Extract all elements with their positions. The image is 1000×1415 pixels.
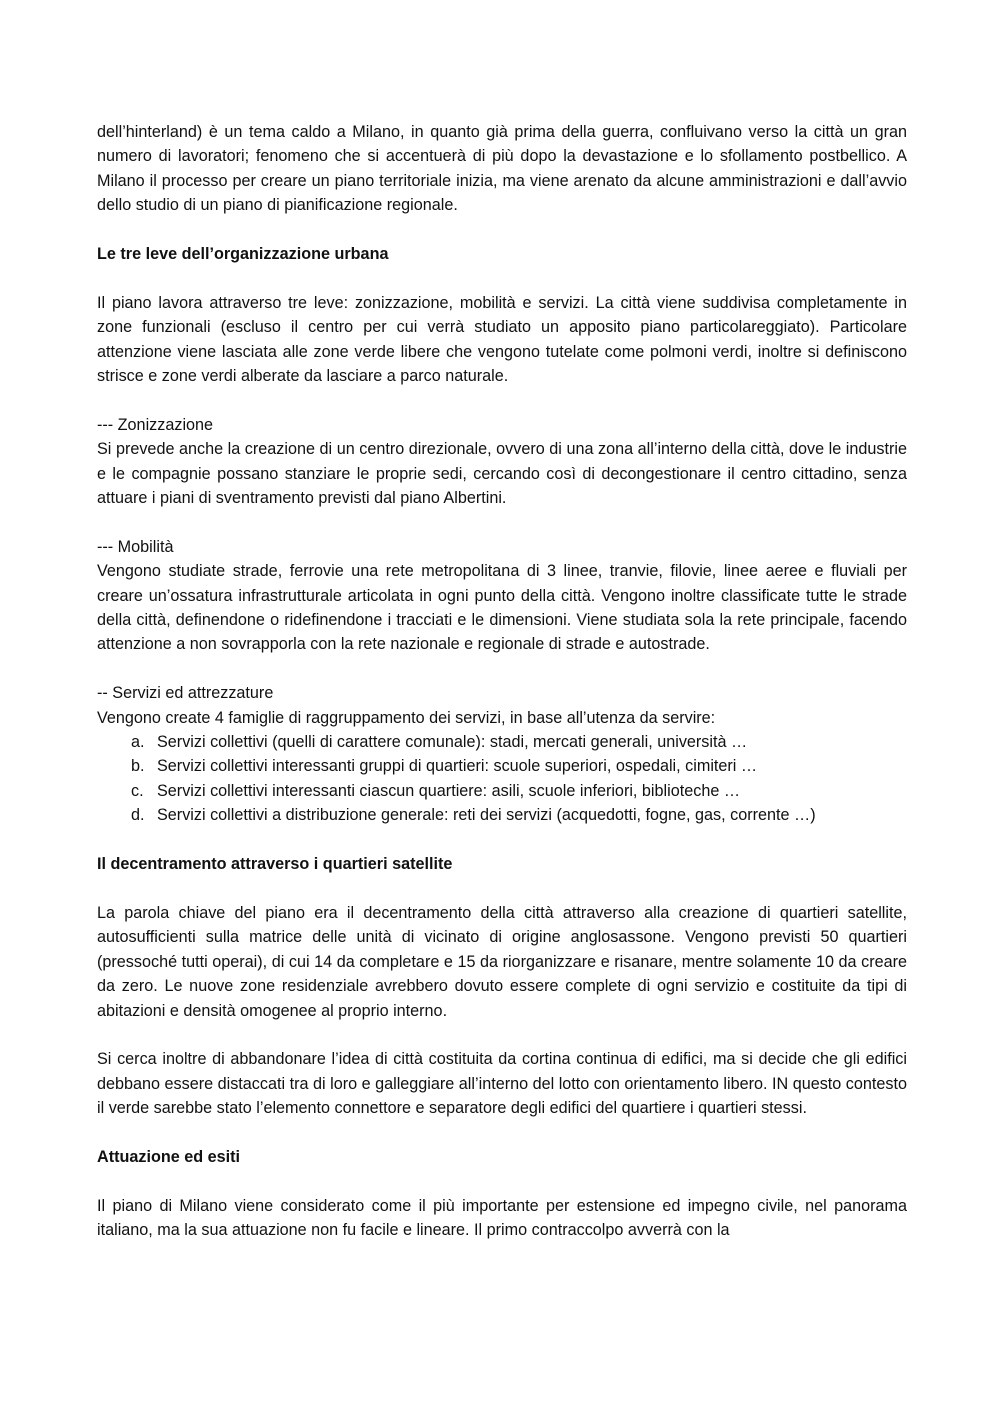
servizi-list (97, 730, 907, 828)
list-marker: a. (131, 733, 145, 752)
zonizzazione-text: Si prevede anche la creazione di un centro direzionale, ovvero di una zona all’interno della città, dove le industrie e le compagnie possano stanziare le proprie sedi, cercando così di decongestionare il centro cittadino, senza attuare i piani di sventramento previsti dal piano Albertini. (97, 440, 907, 508)
mobilita-title: --- Mobilità (97, 537, 174, 556)
list-item (97, 754, 907, 778)
list-marker: c. (131, 781, 144, 800)
decentramento-paragraph-1: La parola chiave del piano era il decentramento della città attraverso alla creazione di quartieri satellite, autosufficienti sulla matrice delle unità di vicinato di origine anglosassone. Vengono previsti 50 quartieri (pressoché tutti operai), di cui 14 da completare e 15 da riorganizzare e risanare, mentre solamente 10 da creare da zero. Le nuove zone residenziale avrebbero dovuto essere complete di ogni servizio e costituite da tipi di abitazioni e densità omogenee al proprio interno. (97, 903, 907, 1020)
heading-attuazione: Attuazione ed esiti (97, 1147, 241, 1166)
document-page (97, 120, 907, 1243)
list-item (97, 730, 907, 754)
zonizzazione-title: --- Zonizzazione (97, 415, 214, 434)
list-text: Servizi collettivi (quelli di carattere comunale): stadi, mercati generali, università … (157, 733, 748, 752)
list-marker: b. (131, 757, 145, 776)
levers-paragraph: Il piano lavora attraverso tre leve: zonizzazione, mobilità e servizi. La città viene suddivisa completamente in zone funzionali (escluso il centro per cui verrà studiato un apposito piano particolareggiato). Particolare attenzione viene lasciata alle zone verde libere che vengono tutelate come polmoni verdi, inoltre si definiscono strisce e zone verdi alberate da lasciare a parco naturale. (97, 293, 907, 386)
list-text: Servizi collettivi interessanti ciascun quartiere: asili, scuole inferiori, biblioteche … (157, 781, 741, 800)
list-text: Servizi collettivi interessanti gruppi di quartieri: scuole superiori, ospedali, cimiteri … (157, 757, 758, 776)
list-item (97, 803, 907, 827)
decentramento-paragraph-2: Si cerca inoltre di abbandonare l’idea di città costituita da cortina continua di edifici, ma si decide che gli edifici debbano essere distaccati tra di loro e galleggiare all’interno del lotto con orientamento libero. IN questo contesto il verde sarebbe stato l’elemento connettore e separatore degli edifici del quartiere i quartieri stessi. (97, 1050, 907, 1118)
heading-decentramento: Il decentramento attraverso i quartieri satellite (97, 855, 453, 874)
heading-levers: Le tre leve dell’organizzazione urbana (97, 245, 389, 264)
intro-paragraph: dell’hinterland) è un tema caldo a Milano, in quanto già prima della guerra, confluivano verso la città un gran numero di lavoratori; fenomeno che si accentuerà di più dopo la devastazione e lo sfollamento postbellico. A Milano il processo per creare un piano territoriale inizia, ma viene arenato da alcune amministrazioni e dall’avvio dello studio di un piano di pianificazione regionale. (97, 123, 907, 215)
attuazione-paragraph: Il piano di Milano viene considerato come il più importante per estensione ed impegno civile, nel panorama italiano, ma la sua attuazione non fu facile e lineare. Il primo contraccolpo avverrà con la (97, 1196, 907, 1240)
servizi-intro: Vengono create 4 famiglie di raggruppamento dei servizi, in base all’utenza da servire: (97, 708, 716, 727)
list-item (97, 779, 907, 803)
list-marker: d. (131, 806, 145, 825)
mobilita-text: Vengono studiate strade, ferrovie una rete metropolitana di 3 linee, tranvie, filovie, linee aeree e fluviali per creare un’ossatura infrastrutturale articolata in ogni punto della città. Vengono inoltre classificate tutte le strade della città, definendone o ridefinendone i tracciati e le dimensioni. Viene studiata sola la rete principale, facendo attenzione a non sovrapporla con la rete nazionale e regionale di strade e autostrade. (97, 562, 907, 654)
servizi-title: -- Servizi ed attrezzature (97, 684, 274, 703)
list-text: Servizi collettivi a distribuzione generale: reti dei servizi (acquedotti, fogne, gas, corrente …) (157, 806, 816, 825)
